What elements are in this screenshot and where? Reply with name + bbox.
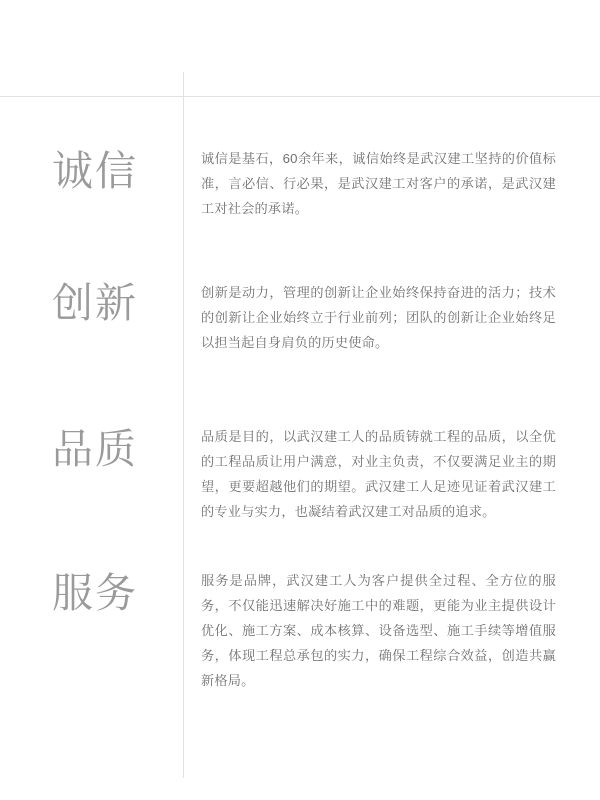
section-text-quality: 品质是目的，以武汉建工人的品质铸就工程的品质，以全优的工程品质让用户满意，对业主负责，不仅要满足业主的期望，更要超越他们的期望。武汉建工人足迹见证着武汉建工的专业与实力，也凝结着武汉建工对品质的追求。	[201, 429, 556, 519]
section-title-quality: 品质	[52, 426, 138, 472]
value-sections-list	[0, 120, 600, 700]
section-title-service: 服务	[52, 570, 138, 616]
section-title-integrity: 诚信	[52, 148, 138, 194]
list-item	[0, 248, 600, 388]
list-item	[0, 120, 600, 248]
list-item	[0, 540, 600, 700]
section-title-innovation: 创新	[52, 280, 138, 326]
section-text-innovation: 创新是动力，管理的创新让企业始终保持奋进的活力；技术的创新让企业始终立于行业前列；团队的创新让企业始终足以担当起自身肩负的历史使命。	[201, 285, 556, 350]
section-text-service: 服务是品牌，武汉建工人为客户提供全过程、全方位的服务，不仅能迅速解决好施工中的难题，更能为业主提供设计优化、施工方案、成本核算、设备选型、施工手续等增值服务，体现工程总承包的实力，确保工程综合效益，创造共赢新格局。	[201, 573, 556, 688]
list-item	[0, 388, 600, 540]
section-text-integrity: 诚信是基石，60余年来，诚信始终是武汉建工坚持的价值标准，言必信、行必果，是武汉建工对客户的承诺，是武汉建工对社会的承诺。	[201, 151, 556, 216]
top-divider	[0, 96, 600, 97]
